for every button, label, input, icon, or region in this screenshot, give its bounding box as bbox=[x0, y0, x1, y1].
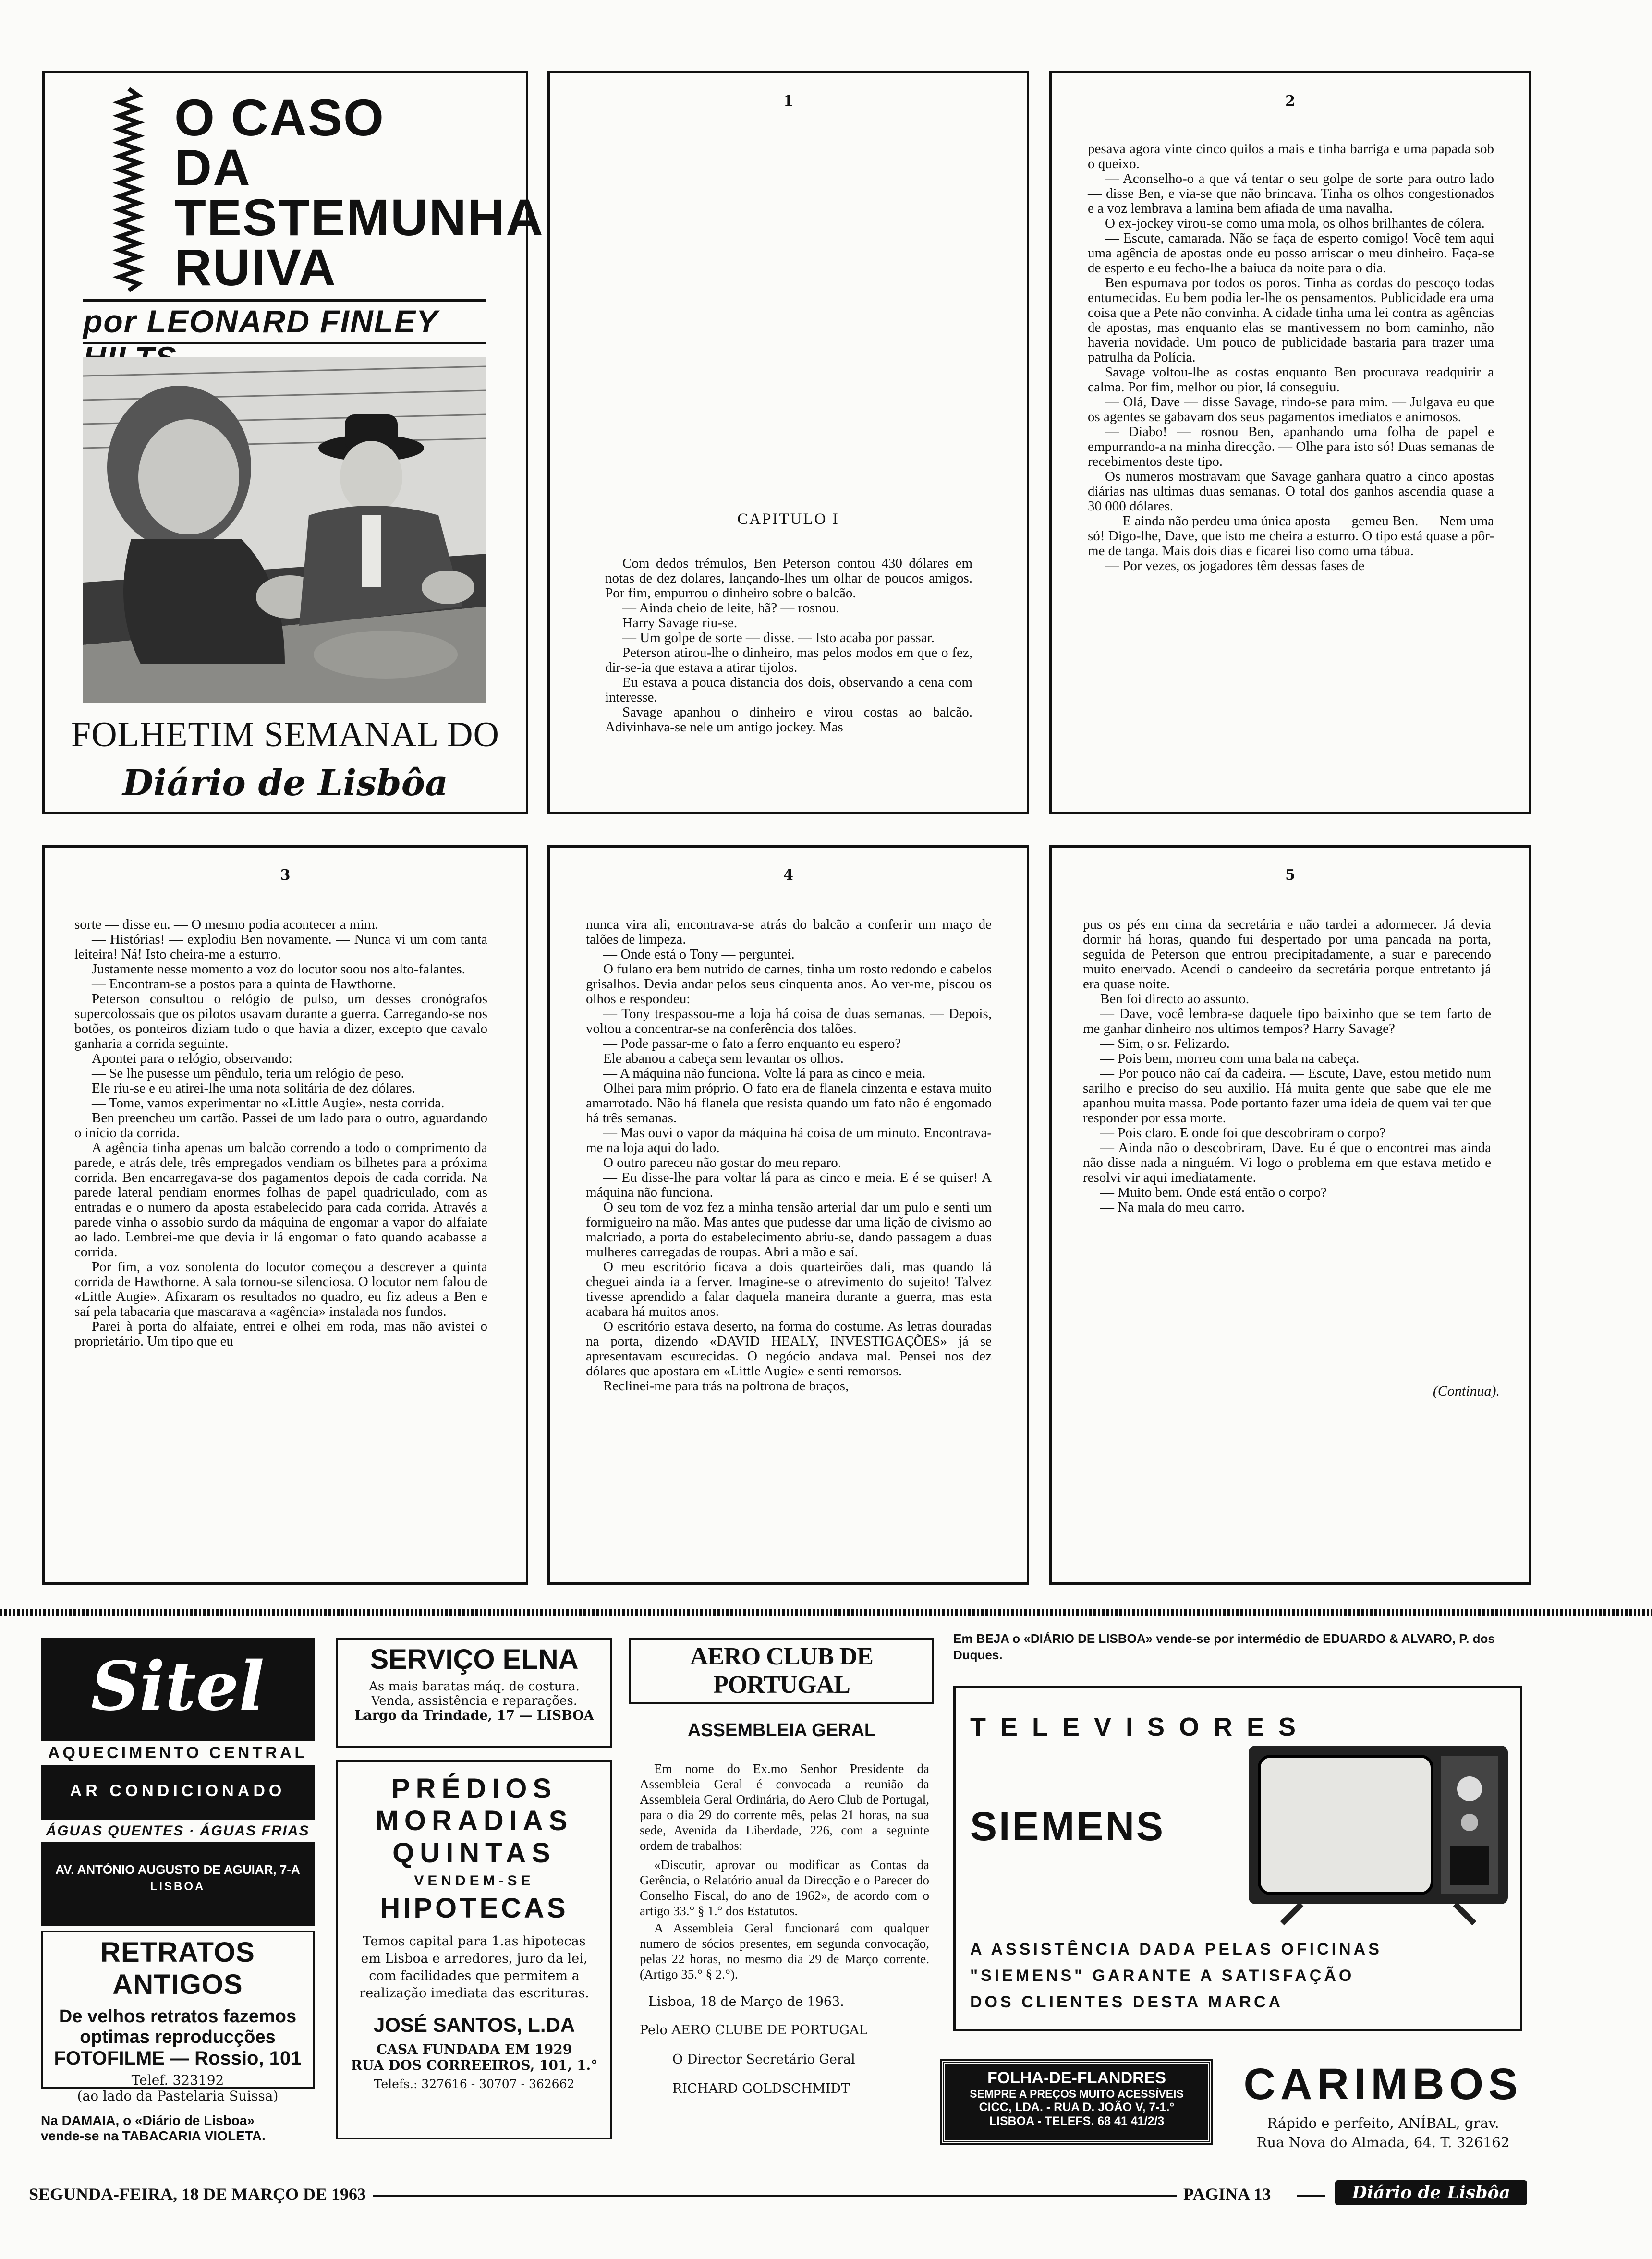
elna-title: SERVIÇO ELNA bbox=[370, 1644, 579, 1675]
cover-panel bbox=[42, 71, 544, 814]
predios-address: RUA DOS CORREEIROS, 101, 1.° bbox=[351, 2057, 598, 2073]
aero-title: AERO CLUB DE PORTUGAL bbox=[629, 1638, 934, 1704]
paragraph: — E ainda não perdeu uma única aposta — gemeu Ben. — Nem uma só! Digo-lhe, Dave, que isto me cheira a esturro. O tipo está quase a pôr-me de tanga. Mais dois dias e ficarei liso como uma tábua. bbox=[1088, 513, 1494, 559]
paragraph: — Tome, vamos experimentar no «Little Augie», nesta corrida. bbox=[92, 1095, 445, 1111]
aero-text bbox=[640, 1761, 929, 1982]
page-text bbox=[1083, 917, 1491, 1378]
folha-line2: SEMPRE A PREÇOS MUITO ACESSÍVEIS bbox=[970, 2088, 1184, 2100]
page-text bbox=[74, 917, 487, 1580]
sitel-logo: Sitel bbox=[91, 1647, 265, 1726]
paragraph: Peterson consultou o relógio de pulso, um desses cronógrafos supercolossais que os pilotos usavam durante a guerra. Carregando-se nos botões, os ponteiros diziam tudo o que havia a dizer, excepto que cavalo ganharia a corrida seguinte. bbox=[74, 991, 487, 1051]
paragraph: pus os pés em cima da secretária e não tardei a adormecer. Já devia dormir há horas, quando fui despertado por uma pancada na porta, seguida de Peterson que entrou precipitadamente, a suar e parecendo muito enervado. Acendi o candeeiro da secretária porque entretanto já era quase noite. bbox=[1083, 917, 1491, 992]
paragraph: — Aconselho-o a que vá tentar o seu golpe de sorte para outro lado — disse Ben, e via-se que não brincava. Tinha os olhos congestionados e a voz lembrava a lamina bem afiada de uma navalha. bbox=[1088, 171, 1494, 216]
television-set-image bbox=[1244, 1746, 1513, 1923]
paragraph: Savage apanhou o dinheiro e virou costas ao balcão. Adivinhava-se nele um antigo jockey. Mas bbox=[605, 704, 972, 735]
paragraph: sorte — disse eu. — O mesmo podia acontecer a mim. bbox=[74, 917, 379, 932]
retratos-line2: optimas reproducções bbox=[80, 2027, 276, 2047]
paragraph: — Tony trespassou-me a loja há coisa de duas semanas. — Depois, voltou a concentrar-se na conferência dos talões. bbox=[586, 1006, 992, 1036]
predios-phones: Telefs.: 327616 - 30707 - 362662 bbox=[374, 2077, 575, 2091]
predios-founded: CASA FUNDADA EM 1929 bbox=[376, 2041, 572, 2057]
ad-folha-de-flandres bbox=[942, 2061, 1211, 2143]
paragraph: O ex-jockey virou-se como uma mola, os olhos brilhantes de cólera. bbox=[1105, 216, 1485, 231]
sitel-line3: ÁGUAS QUENTES · ÁGUAS FRIAS bbox=[41, 1820, 315, 1842]
ad-beja bbox=[953, 1630, 1534, 1669]
paragraph: — Pois claro. E onde foi que descobriram o corpo? bbox=[1100, 1125, 1386, 1141]
title-line: TESTEMUNHA bbox=[174, 188, 544, 246]
paragraph: — Dave, você lembra-se daquele tipo baixinho que se tem farto de me ganhar dinheiro nos ultimos tempos? Harry Savage? bbox=[1083, 1006, 1491, 1036]
title-line: RUIVA bbox=[174, 238, 337, 296]
damaia-line1: Na DAMAIA, o «Diário de Lisboa» bbox=[41, 2113, 255, 2128]
serial-title bbox=[174, 88, 544, 296]
carimbos-line2: Rua Nova do Almada, 64. T. 326162 bbox=[1256, 2134, 1510, 2150]
ad-sitel bbox=[41, 1638, 315, 1926]
chapter-heading: CAPITULO I bbox=[737, 510, 839, 528]
paragraph: — Diabo! — rosnou Ben, apanhando uma folha de papel e empurrando-a na minha direcção. — Olhe para isto só! Duas semanas de recebimentos deste tipo. bbox=[1088, 424, 1494, 469]
paragraph: O meu escritório ficava a dois quarteirões dali, mas quando lá cheguei ainda ia a ferver. Imagine-se o atrevimento do sujeito! Talvez tivesse aprendido a falar daquela maneira durante a guerra, mas esta acabara há muitos anos. bbox=[586, 1259, 992, 1319]
serial-page-3 bbox=[42, 845, 528, 1585]
ad-elna bbox=[336, 1638, 612, 1748]
carimbos-line1: Rápido e perfeito, ANÍBAL, grav. bbox=[1267, 2115, 1499, 2131]
paragraph: Ben preencheu um cartão. Passei de um lado para o outro, aguardando o início da corrida. bbox=[74, 1110, 487, 1141]
paragraph: Por fim, a voz sonolenta do locutor começou a descrever a quinta corrida de Hawthorne. A sala tornou-se silenciosa. O locutor nem falou de «Little Augie». Afixaram os resultados no quadro, eu fiz adeus a Ben e saí pela tabacaria que mascarava a «agência» instalada nos fundos. bbox=[74, 1259, 487, 1319]
elna-line3: Largo da Trindade, 17 — LISBOA bbox=[354, 1708, 594, 1723]
paragraph: — Por vezes, os jogadores têm dessas fases de bbox=[1105, 558, 1365, 573]
paragraph: — Histórias! — explodiu Ben novamente. — Nunca vi um com tanta leiteira! Ná! Isto cheira-me a esturro. bbox=[74, 932, 487, 962]
paragraph: O outro pareceu não gostar do meu reparo. bbox=[603, 1155, 842, 1170]
byline: por LEONARD FINLEY bbox=[83, 304, 438, 339]
paragraph: Os numeros mostravam que Savage ganhara quatro a cinco apostas diárias nas ultimas duas semanas. O total dos ganhos ascendia quase a 30 000 dólares. bbox=[1088, 469, 1494, 514]
paragraph: — Onde está o Tony — perguntei. bbox=[603, 947, 795, 962]
paragraph: — Ainda cheio de leite, hã? — rosnou. bbox=[622, 600, 839, 616]
elna-line1: As mais baratas máq. de costura. bbox=[369, 1679, 580, 1694]
ad-siemens bbox=[953, 1686, 1522, 2031]
retratos-line1: De velhos retratos fazemos bbox=[59, 2006, 297, 2027]
retratos-title: RETRATOS ANTIGOS bbox=[100, 1937, 255, 2000]
cover-illustration bbox=[83, 357, 486, 703]
paragraph: Ben foi directo ao assunto. bbox=[1100, 991, 1250, 1007]
paragraph: Justamente nesse momento a voz do locutor soou nos alto-falantes. bbox=[92, 961, 465, 977]
section-divider bbox=[0, 1609, 1652, 1616]
page-text bbox=[1088, 142, 1494, 804]
sitel-line2: AR CONDICIONADO bbox=[70, 1782, 286, 1800]
paragraph: Ben espumava por todos os poros. Tinha as cordas do pescoço todas entumecidas. Eu bem podia ler-lhe os pensamentos. Publicidade era uma coisa que a Pete não convinha. A cidade tinha uma lei contra as agências de apostas, mas enquanto elas se mantivessem no bom caminho, não haveria novidade. Um pouco de publicidade bastaria para trazer uma patrulha da Polícia. bbox=[1088, 275, 1494, 365]
footer-page-number: PAGINA 13 bbox=[1177, 2184, 1277, 2204]
paragraph: — Eu disse-lhe para voltar lá para as cinco e meia. E é se quiser! A máquina não funciona. bbox=[586, 1170, 992, 1200]
predios-line: PRÉDIOS bbox=[391, 1773, 558, 1804]
page-number: 2 bbox=[1285, 93, 1295, 109]
page-number: 5 bbox=[1285, 867, 1295, 884]
byline-rule bbox=[83, 342, 486, 344]
title-line: O CASO bbox=[174, 88, 385, 146]
paragraph: Parei à porta do alfaiate, entrei e olhei em roda, mas não avistei o proprietário. Um tipo que eu bbox=[74, 1319, 487, 1349]
predios-hipotecas: HIPOTECAS bbox=[380, 1893, 569, 1924]
paragraph: pesava agora vinte cinco quilos a mais e tinha barriga e uma papada sob o queixo. bbox=[1088, 141, 1494, 171]
aero-by: Pelo AERO CLUBE DE PORTUGAL bbox=[640, 2023, 868, 2038]
paragraph: — Um golpe de sorte — disse. — Isto acaba por passar. bbox=[622, 630, 935, 645]
paragraph: A agência tinha apenas um balcão correndo a todo o comprimento da parede, e atrás dele, três empregados vendiam os bilhetes para a próxima corrida. Ben encarregava-se dos pagamentos depois de cada corrida. Na parede lateral pendiam enormes folhas de papel quadriculado, com as entradas e o numero da aposta estabelecido para cada corrida. Através a parede vinha o assobio surdo da máquina de engomar a vapor do alfaiate ao lado. Lembrei-me que devia ir lá engomar o fato quando acabasse a corrida. bbox=[74, 1140, 487, 1260]
paragraph: — A máquina não funciona. Volte lá para as cinco e meia. bbox=[603, 1066, 926, 1081]
serial-page-2 bbox=[1049, 71, 1531, 814]
paragraph: — Ainda não o descobriram, Dave. Eu é que o encontrei mas ainda não disse nada a ninguém. Vi logo o problema em que estava metido e resolvi vir aqui imediatamente. bbox=[1083, 1140, 1491, 1185]
paragraph: Apontei para o relógio, observando: bbox=[92, 1051, 292, 1066]
paragraph: Peterson atirou-lhe o dinheiro, mas pelos modos em que o fez, dir-se-ia que estava a atirar tijolos. bbox=[605, 645, 972, 675]
paragraph: Savage voltou-lhe as costas enquanto Ben procurava readquirir a calma. Por fim, melhor ou pior, lá conseguiu. bbox=[1088, 364, 1494, 395]
paragraph: nunca vira ali, encontrava-se atrás do balcão a conferir um maço de talões de limpeza. bbox=[586, 917, 992, 947]
footer-rule-right bbox=[1297, 2195, 1325, 2197]
aero-para: A Assembleia Geral funcionará com qualquer numero de sócios presentes, em segunda convocação, pelas 22 horas, no mesmo dia 29 de Março corrente. (Artigo 35.° § 2.°). bbox=[640, 1921, 929, 1981]
paragraph: — Por pouco não caí da cadeira. — Escute, Dave, estou metido num sarilho e preciso do seu auxilio. Há muita gente que sabe que ele me apanhou muita massa. Pode portanto fazer uma ideia de quem vai ter que responder por essa morte. bbox=[1083, 1066, 1491, 1126]
page-footer bbox=[29, 2180, 1537, 2209]
predios-line: QUINTAS bbox=[392, 1837, 556, 1869]
paragraph: O escritório estava deserto, na forma do costume. As letras douradas na porta, dizendo «DAVID HEALY, INVESTIGAÇÕES» já se apresentavam escurecidas. O negócio andava mal. Pensei nos dez dólares que apostara em «Little Augie» e senti remorsos. bbox=[586, 1319, 992, 1379]
paragraph: — Se lhe pusesse um pêndulo, teria um relógio de peso. bbox=[92, 1066, 404, 1081]
carimbos-title: CARIMBOS bbox=[1243, 2060, 1523, 2109]
serial-page-1 bbox=[547, 71, 1029, 814]
ad-damaia bbox=[41, 2113, 322, 2156]
aero-para: «Discutir, aprovar ou modificar as Contas da Gerência, o Relatório anual da Direcção e o Parecer do Conselho Fiscal, do ano de 1962», de acordo com o artigo 33.° § 1.° dos Estatutos. bbox=[640, 1858, 929, 1918]
page-text bbox=[586, 917, 992, 1580]
paragraph: Com dedos trémulos, Ben Peterson contou 430 dólares em notas de dez dolares, lançando-lhes um olhar de poucos amigos. Por fim, empurrou o dinheiro sobre o balcão. bbox=[605, 556, 972, 601]
predios-line: MORADIAS bbox=[375, 1805, 573, 1836]
paragraph: Ele riu-se e eu atirei-lhe uma nota solitária de dez dólares. bbox=[92, 1081, 415, 1096]
paragraph: Harry Savage riu-se. bbox=[622, 615, 738, 631]
paragraph: — Muito bem. Onde está então o corpo? bbox=[1100, 1185, 1327, 1200]
footer-date: SEGUNDA-FEIRA, 18 DE MARÇO DE 1963 bbox=[29, 2184, 373, 2204]
predios-vendem: VENDEM-SE bbox=[414, 1873, 534, 1889]
paragraph: — Na mala do meu carro. bbox=[1100, 1200, 1245, 1215]
paragraph: Reclinei-me para trás na poltrona de braços, bbox=[603, 1378, 849, 1394]
title-rule bbox=[83, 299, 486, 302]
serial-page-4 bbox=[547, 845, 1029, 1585]
paragraph: O seu tom de voz fez a minha tensão arterial dar um pulo e senti um formigueiro na mão. Mas antes que pudesse dar uma lição de civismo ao malcriado, a porta do estabelecimento abriu-se, dando passagem a duas mulheres carregadas de roupas. Abri a mão e saí. bbox=[586, 1200, 992, 1260]
footer-masthead: Diário de Lisbôa bbox=[1335, 2180, 1527, 2205]
page-text bbox=[605, 556, 972, 806]
paragraph: — Encontram-se a postos para a quinta de Hawthorne. bbox=[92, 976, 396, 992]
zigzag-ornament bbox=[117, 89, 141, 291]
retratos-phone: Telef. 323192 bbox=[131, 2072, 224, 2088]
serial-page-5 bbox=[1049, 845, 1531, 1585]
retratos-note: (ao lado da Pastelaria Suissa) bbox=[77, 2088, 279, 2104]
paragraph: — Olá, Dave — disse Savage, rindo-se para mim. — Julgava eu que os agentes se gabavam dos seus pagamentos imediatos e animosos. bbox=[1088, 394, 1494, 425]
aero-role: O Director Secretário Geral bbox=[672, 2052, 855, 2067]
paragraph: O fulano era bem nutrido de carnes, tinha um rosto redondo e cabelos grisalhos. Devia andar pelos seus cinquenta anos. Ao ver-me, piscou os olhos e respondeu: bbox=[586, 961, 992, 1007]
paragraph: Ele abanou a cabeça sem levantar os olhos. bbox=[603, 1051, 844, 1066]
aero-subtitle: ASSEMBLEIA GERAL bbox=[687, 1720, 876, 1740]
siemens-title: TELEVISORES bbox=[970, 1712, 1311, 1741]
aero-name: RICHARD GOLDSCHMIDT bbox=[672, 2081, 850, 2096]
damaia-line2: vende-se na TABACARIA VIOLETA. bbox=[41, 2128, 266, 2143]
ad-retratos bbox=[41, 1931, 315, 2104]
folha-line4: LISBOA - TELEFS. 68 41 41/2/3 bbox=[989, 2114, 1165, 2128]
paragraph: — Pois bem, morreu com uma bala na cabeça. bbox=[1100, 1051, 1360, 1066]
paragraph: — Escute, camarada. Não se faça de esperto comigo! Você tem aqui uma agência de apostas onde eu posso arriscar o meu dinheiro. Faça-se de esperto e eu fecho-lhe a baiuca da noite para o dia. bbox=[1088, 231, 1494, 276]
siemens-line2: "SIEMENS" GARANTE A SATISFAÇÃO bbox=[970, 1967, 1355, 1985]
aero-date: Lisboa, 18 de Março de 1963. bbox=[648, 1994, 844, 2009]
page-number: 4 bbox=[783, 867, 793, 884]
predios-name: JOSÉ SANTOS, L.DA bbox=[373, 2014, 575, 2036]
siemens-line1: A ASSISTÊNCIA DADA PELAS OFICINAS bbox=[970, 1940, 1382, 1958]
sitel-line1: AQUECIMENTO CENTRAL bbox=[41, 1741, 315, 1765]
predios-text: Temos capital para 1.as hipotecas em Lisboa e arredores, juro da lei, com facilidades que permitem a realização imediata das escrituras. bbox=[359, 1934, 589, 2001]
sitel-address: AV. ANTÓNIO AUGUSTO DE AGUIAR, 7-A bbox=[55, 1862, 300, 1877]
paragraph: — Sim, o sr. Felizardo. bbox=[1100, 1036, 1230, 1051]
paragraph: Eu estava a pouca distancia dos dois, observando a cena com interesse. bbox=[605, 675, 972, 705]
ad-carimbos bbox=[1229, 2060, 1537, 2161]
elna-line2: Venda, assistência e reparações. bbox=[371, 1694, 577, 1708]
serial-footer-line1: FOLHETIM SEMANAL DO bbox=[71, 715, 499, 754]
beja-text: Em BEJA o «DIÁRIO DE LISBOA» vende-se por intermédio de EDUARDO & ALVARO, P. dos Duques. bbox=[953, 1631, 1495, 1662]
paragraph: — Pode passar-me o fato a ferro enquanto eu espero? bbox=[603, 1036, 901, 1051]
page-number: 1 bbox=[783, 93, 793, 109]
ad-predios bbox=[336, 1760, 612, 2139]
sitel-city: LISBOA bbox=[150, 1880, 206, 1893]
ad-aero-club bbox=[629, 1638, 934, 2156]
paragraph: — Mas ouvi o vapor da máquina há coisa de um minuto. Encontrava-me na loja aqui do lado. bbox=[586, 1125, 992, 1155]
folha-line3: CICC, LDA. - RUA D. JOÃO V, 7-1.° bbox=[979, 2101, 1175, 2114]
paragraph: Olhei para mim próprio. O fato era de flanela cinzenta e estava muito amarrotado. Não há flanela que resista quando um fato não é engomado há três semanas. bbox=[586, 1081, 992, 1126]
folha-line1: FOLHA-DE-FLANDRES bbox=[987, 2069, 1166, 2087]
retratos-line3: FOTOFILME — Rossio, 101 bbox=[54, 2048, 302, 2069]
siemens-line3: DOS CLIENTES DESTA MARCA bbox=[970, 1993, 1284, 2011]
newspaper-logo: Diário de Lisbôa bbox=[122, 763, 448, 804]
title-line: DA bbox=[174, 138, 251, 196]
page-number: 3 bbox=[280, 867, 291, 884]
aero-para: Em nome do Ex.mo Senhor Presidente da Assembleia Geral é convocada a reunião da Assembleia Geral Ordinária, do Aero Club de Portugal, para o dia 29 do corrente mês, pelas 21 horas, na sua sede, Avenida da Liberdade, 226, com a seguinte ordem de trabalhos: bbox=[640, 1761, 929, 1853]
siemens-brand: SIEMENS bbox=[970, 1804, 1166, 1849]
continua-note: (Continua). bbox=[1433, 1383, 1500, 1399]
